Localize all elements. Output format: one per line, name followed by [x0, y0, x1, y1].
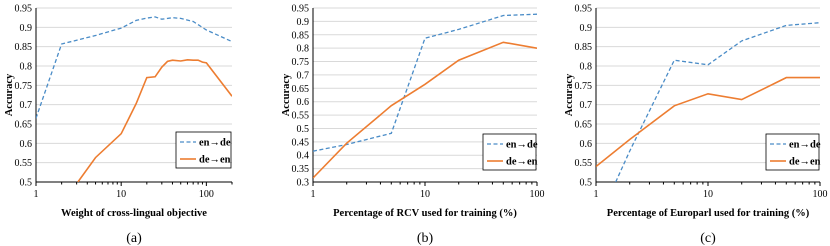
y-tick-label: 0.65 [574, 119, 592, 131]
legend-label-de-en: de→en [789, 156, 821, 168]
y-tick-label: 0.6 [296, 97, 309, 109]
x-tick-label: 1 [593, 189, 599, 200]
y-tick-label: 0.85 [291, 30, 309, 42]
y-axis-title: Accuracy [564, 73, 575, 117]
chart-panel-1 [4, 4, 232, 246]
x-tick-label: 100 [529, 189, 545, 200]
chart-panel-2 [281, 4, 545, 246]
y-tick-label: 0.55 [574, 158, 592, 170]
y-tick-label: 0.4 [296, 150, 309, 162]
legend-label-de-en: de→en [506, 156, 538, 168]
legend-label-de-en: de→en [199, 154, 231, 166]
x-tick-label: 10 [703, 189, 713, 200]
x-axis-title: Weight of cross-lingual objective [61, 208, 207, 219]
y-tick-label: 0.35 [291, 164, 309, 176]
y-tick-label: 0.8 [296, 43, 309, 55]
chart-panel-3 [564, 4, 828, 246]
y-tick-label: 0.5 [579, 177, 592, 189]
y-tick-label: 0.6 [19, 138, 32, 150]
x-tick-label: 100 [198, 189, 214, 200]
y-tick-label: 0.9 [296, 16, 309, 28]
legend-label-en-de: en→de [199, 137, 231, 149]
x-tick-label: 1 [33, 189, 39, 200]
y-tick-label: 0.8 [19, 61, 32, 73]
x-axis-title: Percentage of RCV used for training (%) [333, 208, 517, 219]
y-tick-label: 0.95 [291, 3, 309, 15]
subfigure-label: (a) [126, 231, 142, 246]
subfigure-label: (b) [416, 231, 434, 246]
y-tick-label: 0.75 [14, 80, 32, 92]
legend-label-en-de: en→de [789, 139, 821, 151]
y-tick-label: 0.9 [19, 22, 32, 34]
y-tick-label: 0.9 [579, 22, 592, 34]
subfigure-label: (c) [700, 231, 716, 246]
y-tick-label: 0.65 [14, 119, 32, 131]
y-tick-label: 0.5 [296, 123, 309, 135]
y-tick-label: 0.85 [14, 42, 32, 54]
x-axis-title: Percentage of Europarl used for training (%) [606, 208, 810, 219]
y-tick-label: 0.7 [19, 100, 32, 112]
series-line-en-de [36, 17, 232, 118]
y-tick-label: 0.7 [579, 100, 592, 112]
y-tick-label: 0.75 [574, 80, 592, 92]
x-tick-label: 10 [420, 189, 430, 200]
y-tick-label: 0.55 [291, 110, 309, 122]
y-tick-label: 0.3 [296, 177, 309, 189]
y-tick-label: 0.5 [19, 177, 32, 189]
x-tick-label: 10 [116, 189, 127, 200]
x-tick-label: 100 [812, 189, 828, 200]
y-axis-title: Accuracy [4, 73, 15, 117]
y-tick-label: 0.55 [14, 158, 32, 170]
y-tick-label: 0.7 [296, 70, 309, 82]
y-tick-label: 0.65 [291, 83, 309, 95]
y-tick-label: 0.8 [579, 61, 592, 73]
y-tick-label: 0.45 [291, 137, 309, 149]
legend-label-en-de: en→de [506, 139, 538, 151]
y-tick-label: 0.95 [14, 3, 32, 15]
y-tick-label: 0.95 [574, 3, 592, 15]
y-tick-label: 0.85 [574, 42, 592, 54]
y-tick-label: 0.75 [291, 57, 309, 69]
x-tick-label: 1 [310, 189, 316, 200]
y-tick-label: 0.6 [579, 138, 592, 150]
y-axis-title: Accuracy [281, 73, 292, 117]
